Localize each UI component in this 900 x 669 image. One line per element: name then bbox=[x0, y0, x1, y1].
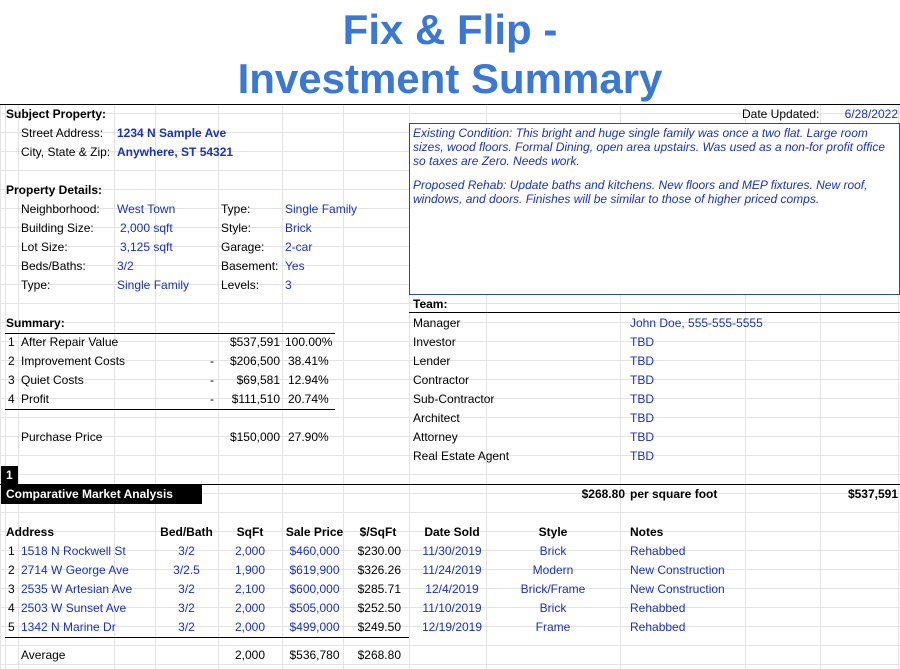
row-price[interactable]: $619,900 bbox=[289, 563, 340, 577]
row-notes[interactable]: Rehabbed bbox=[630, 544, 686, 558]
team-member[interactable]: TBD bbox=[630, 411, 654, 425]
detail-value[interactable]: 2-car bbox=[285, 240, 313, 254]
title-line-1: Fix & Flip - bbox=[342, 6, 558, 53]
row-price[interactable]: $600,000 bbox=[289, 582, 340, 596]
detail-value[interactable]: 2,000 sqft bbox=[120, 221, 173, 235]
details-header: Property Details: bbox=[6, 183, 103, 197]
title-line-2: Investment Summary bbox=[237, 55, 663, 102]
team-member[interactable]: TBD bbox=[630, 449, 654, 463]
summary-sign: - bbox=[210, 392, 214, 406]
row-num: 1 bbox=[8, 544, 15, 558]
detail-label: Lot Size: bbox=[21, 240, 68, 254]
proposed-rehab-text: Proposed Rehab: Update baths and kitchens. New floors and MEP fixtures. New roof, windows, and doors. Finishes will be similar to those of higher priced comps. bbox=[413, 178, 868, 206]
col-date-sold: Date Sold bbox=[424, 525, 480, 539]
detail-value[interactable]: West Town bbox=[117, 202, 176, 216]
team-role: Attorney bbox=[413, 430, 458, 444]
detail-label: Basement: bbox=[221, 259, 279, 273]
col-style: Style bbox=[538, 525, 568, 539]
detail-label: Neighborhood: bbox=[21, 202, 100, 216]
row-bedbath[interactable]: 3/2 bbox=[178, 620, 195, 634]
city-value[interactable]: Anywhere, ST 54321 bbox=[117, 145, 234, 159]
average-price: $536,780 bbox=[289, 648, 340, 662]
row-bedbath[interactable]: 3/2.5 bbox=[173, 563, 200, 577]
row-ppsf: $285.71 bbox=[357, 582, 401, 596]
date-label: Date Updated: bbox=[742, 107, 820, 121]
col-notes: Notes bbox=[630, 525, 664, 539]
row-price[interactable]: $505,000 bbox=[289, 601, 340, 615]
row-sqft[interactable]: 2,000 bbox=[234, 620, 266, 634]
summary-pct: 12.94% bbox=[288, 373, 329, 387]
cma-price-per-sqft: $268.80 bbox=[581, 487, 625, 501]
summary-num: 1 bbox=[8, 335, 15, 349]
row-address[interactable]: 2535 W Artesian Ave bbox=[21, 582, 133, 596]
col-sqft: SqFt bbox=[236, 525, 264, 539]
summary-label: After Repair Value bbox=[21, 335, 119, 349]
team-role: Real Estate Agent bbox=[413, 449, 510, 463]
summary-pct: 100.00% bbox=[285, 335, 333, 349]
cma-total: $537,591 bbox=[847, 487, 898, 501]
detail-label: Type: bbox=[221, 202, 251, 216]
row-sqft[interactable]: 2,000 bbox=[234, 544, 266, 558]
team-member[interactable]: TBD bbox=[630, 392, 654, 406]
summary-num: 4 bbox=[8, 392, 15, 406]
date-value[interactable]: 6/28/2022 bbox=[844, 107, 898, 121]
team-member[interactable]: TBD bbox=[630, 430, 654, 444]
purchase-pct: 27.90% bbox=[288, 430, 329, 444]
row-style[interactable]: Modern bbox=[532, 563, 574, 577]
summary-sign: - bbox=[210, 354, 214, 368]
detail-value[interactable]: Single Family bbox=[285, 202, 358, 216]
detail-value[interactable]: Brick bbox=[285, 221, 312, 235]
summary-amount: $206,500 bbox=[229, 354, 280, 368]
summary-pct: 38.41% bbox=[288, 354, 329, 368]
row-style[interactable]: Brick bbox=[539, 601, 567, 615]
col-address: Address bbox=[6, 525, 55, 539]
team-role: Manager bbox=[413, 316, 461, 330]
street-label: Street Address: bbox=[21, 126, 104, 140]
row-num: 5 bbox=[8, 620, 15, 634]
row-sqft[interactable]: 2,100 bbox=[234, 582, 266, 596]
team-role: Architect bbox=[413, 411, 460, 425]
summary-num: 3 bbox=[8, 373, 15, 387]
row-sqft[interactable]: 2,000 bbox=[234, 601, 266, 615]
existing-condition-text: Existing Condition: This bright and huge single family was once a two flat. Large room sizes, wood floors. Formal Dining, open area upstairs. Was used as a non-for profit office so taxes are Zero. Needs work. bbox=[413, 126, 886, 168]
row-date[interactable]: 11/24/2019 bbox=[422, 563, 482, 577]
average-rule bbox=[5, 637, 409, 638]
row-ppsf: $326.26 bbox=[357, 563, 401, 577]
col-bedbath: Bed/Bath bbox=[160, 525, 213, 539]
row-ppsf: $249.50 bbox=[357, 620, 401, 634]
row-address[interactable]: 2714 W George Ave bbox=[21, 563, 129, 577]
detail-label: Type: bbox=[21, 278, 51, 292]
team-member[interactable]: John Doe, 555-555-5555 bbox=[630, 316, 763, 330]
summary-label: Improvement Costs bbox=[21, 354, 126, 368]
detail-value[interactable]: Yes bbox=[285, 259, 305, 273]
summary-header: Summary: bbox=[6, 316, 65, 330]
average-sqft: 2,000 bbox=[234, 648, 266, 662]
row-style[interactable]: Frame bbox=[535, 620, 571, 634]
summary-label: Quiet Costs bbox=[21, 373, 84, 387]
cma-header: Comparative Market Analysis bbox=[1, 485, 202, 504]
row-date[interactable]: 11/30/2019 bbox=[422, 544, 482, 558]
row-bedbath[interactable]: 3/2 bbox=[178, 601, 195, 615]
team-rule bbox=[409, 312, 900, 313]
purchase-amount: $150,000 bbox=[229, 430, 280, 444]
detail-label: Beds/Baths: bbox=[21, 259, 86, 273]
row-price[interactable]: $460,000 bbox=[289, 544, 340, 558]
summary-amount: $537,591 bbox=[229, 335, 280, 349]
description-box[interactable] bbox=[409, 123, 900, 295]
purchase-label: Purchase Price bbox=[21, 430, 103, 444]
team-member[interactable]: TBD bbox=[630, 373, 654, 387]
summary-pct: 20.74% bbox=[288, 392, 329, 406]
summary-label: Profit bbox=[21, 392, 50, 406]
summary-sign: - bbox=[210, 373, 214, 387]
team-member[interactable]: TBD bbox=[630, 354, 654, 368]
row-num: 3 bbox=[8, 582, 15, 596]
row-style[interactable]: Brick bbox=[539, 544, 567, 558]
team-role: Investor bbox=[413, 335, 456, 349]
average-label: Average bbox=[21, 648, 66, 662]
detail-label: Building Size: bbox=[21, 221, 94, 235]
row-address[interactable]: 1518 N Rockwell St bbox=[21, 544, 126, 558]
cma-marker: 1 bbox=[1, 466, 18, 485]
row-date[interactable]: 12/4/2019 bbox=[425, 582, 479, 596]
detail-value[interactable]: 3 bbox=[285, 278, 292, 292]
team-header: Team: bbox=[413, 297, 448, 311]
row-notes[interactable]: Rehabbed bbox=[630, 620, 686, 634]
city-label: City, State & Zip: bbox=[21, 145, 111, 159]
cma-per-label: per square foot bbox=[630, 487, 718, 501]
summary-amount: $69,581 bbox=[236, 373, 280, 387]
detail-label: Garage: bbox=[221, 240, 265, 254]
detail-value[interactable]: 3,125 sqft bbox=[120, 240, 173, 254]
summary-bottom-rule bbox=[5, 409, 335, 410]
col-sale-price: Sale Price bbox=[285, 525, 344, 539]
row-date[interactable]: 11/10/2019 bbox=[422, 601, 482, 615]
summary-amount: $111,510 bbox=[231, 392, 280, 406]
row-num: 4 bbox=[8, 601, 15, 615]
col-ppsf: $/SqFt bbox=[359, 525, 397, 539]
summary-num: 2 bbox=[8, 354, 15, 368]
row-notes[interactable]: New Construction bbox=[630, 582, 725, 596]
row-notes[interactable]: Rehabbed bbox=[630, 601, 686, 615]
team-role: Lender bbox=[413, 354, 451, 368]
row-sqft[interactable]: 1,900 bbox=[234, 563, 266, 577]
team-role: Sub-Contractor bbox=[413, 392, 495, 406]
average-ppsf: $268.80 bbox=[357, 648, 401, 662]
subject-header: Subject Property: bbox=[6, 107, 107, 121]
street-value[interactable]: 1234 N Sample Ave bbox=[117, 126, 227, 140]
row-address[interactable]: 1342 N Marine Dr bbox=[21, 620, 116, 634]
detail-label: Style: bbox=[221, 221, 252, 235]
detail-label: Levels: bbox=[221, 278, 260, 292]
team-member[interactable]: TBD bbox=[630, 335, 654, 349]
detail-value[interactable]: Single Family bbox=[117, 278, 190, 292]
row-bedbath[interactable]: 3/2 bbox=[178, 582, 195, 596]
row-bedbath[interactable]: 3/2 bbox=[178, 544, 195, 558]
team-role: Contractor bbox=[413, 373, 470, 387]
row-address[interactable]: 2503 W Sunset Ave bbox=[21, 601, 127, 615]
row-price[interactable]: $499,000 bbox=[289, 620, 340, 634]
row-style[interactable]: Brick/Frame bbox=[520, 582, 586, 596]
row-num: 2 bbox=[8, 563, 15, 577]
row-date[interactable]: 12/19/2019 bbox=[421, 620, 483, 634]
row-ppsf: $252.50 bbox=[357, 601, 401, 615]
row-notes[interactable]: New Construction bbox=[630, 563, 725, 577]
detail-value[interactable]: 3/2 bbox=[117, 259, 134, 273]
row-ppsf: $230.00 bbox=[357, 544, 401, 558]
